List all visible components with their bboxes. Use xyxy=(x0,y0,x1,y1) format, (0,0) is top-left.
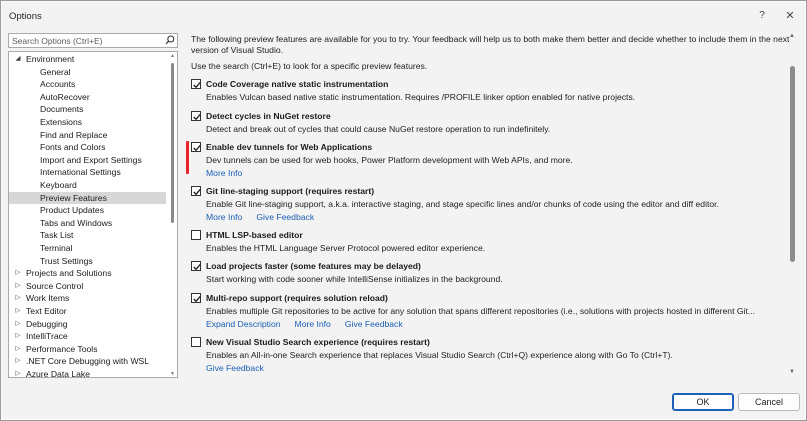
feature-checkbox[interactable] xyxy=(191,230,201,240)
checkmark-icon xyxy=(192,187,202,197)
tree-item[interactable] xyxy=(9,318,166,331)
features-scrollbar[interactable] xyxy=(788,33,797,378)
tree-item-label: Fonts and Colors xyxy=(40,142,106,153)
tree-item[interactable] xyxy=(9,179,166,192)
window-title: Options xyxy=(9,11,42,22)
tree-item-label: Projects and Solutions xyxy=(26,268,112,279)
collapse-arrow-icon[interactable]: ◢ xyxy=(15,55,21,62)
checkmark-icon xyxy=(192,294,202,304)
tree-item[interactable] xyxy=(9,192,166,205)
feature-title[interactable]: New Visual Studio Search experience (requires restart) xyxy=(206,337,430,347)
scroll-up-icon[interactable]: ▲ xyxy=(789,33,795,39)
preview-feature xyxy=(191,111,787,137)
tree-item-label: Debugging xyxy=(26,318,68,329)
feature-title[interactable]: Code Coverage native static instrumentation xyxy=(206,79,389,89)
feature-description: Enable Git line-staging support, a.k.a. interactive staging, and stage specific lines and/or chunks of code using the editor and diff editor. xyxy=(206,199,719,209)
expand-arrow-icon[interactable]: ▷ xyxy=(15,332,21,340)
tree-item[interactable] xyxy=(9,280,166,293)
tree-item-label: Documents xyxy=(40,104,84,115)
tree-item-label: Find and Replace xyxy=(40,129,108,140)
feature-title[interactable]: Git line-staging support (requires restart) xyxy=(206,186,375,196)
feature-checkbox[interactable] xyxy=(191,186,201,196)
tree-item[interactable] xyxy=(9,53,166,66)
feature-checkbox[interactable] xyxy=(191,79,201,89)
scroll-thumb[interactable] xyxy=(790,66,795,262)
feature-checkbox[interactable] xyxy=(191,142,201,152)
feature-description: Dev tunnels can be used for web hooks, Power Platform development with Web APIs, and more. xyxy=(206,155,573,165)
tree-item-label: Extensions xyxy=(40,117,83,127)
tree-item[interactable] xyxy=(9,154,166,167)
tree-item-label: Work Items xyxy=(26,293,70,304)
feature-description: Enables multiple Git repositories to be active for any solution that spans different repositories (i.e., solutions with projects hosted in different Git... xyxy=(206,306,756,316)
feature-links xyxy=(206,212,328,222)
tree-item[interactable] xyxy=(9,166,166,179)
expand-arrow-icon[interactable]: ▷ xyxy=(15,357,21,365)
checkmark-icon xyxy=(192,143,202,153)
tree-item-label: Keyboard xyxy=(40,180,77,190)
expand-arrow-icon[interactable]: ▷ xyxy=(15,307,21,314)
expand-arrow-icon[interactable]: ▷ xyxy=(15,281,21,289)
tree-item[interactable] xyxy=(9,103,166,116)
checkmark-icon xyxy=(192,262,202,272)
tree-item[interactable] xyxy=(9,292,166,305)
feature-link[interactable]: Expand Description xyxy=(206,319,281,329)
tree-item[interactable] xyxy=(9,368,166,378)
search-input[interactable] xyxy=(9,34,163,47)
checkmark-icon xyxy=(192,80,202,90)
feature-links xyxy=(206,363,278,373)
tree-item-label: Accounts xyxy=(40,79,76,90)
tree-scrollbar[interactable] xyxy=(170,53,176,377)
feature-description: Detect and break out of cycles that could cause NuGet restore operation to run indefinitely. xyxy=(206,124,551,134)
tree-item-label: Task List xyxy=(40,230,74,241)
tree-item[interactable] xyxy=(9,78,166,91)
help-icon[interactable]: ? xyxy=(759,10,765,21)
feature-title[interactable]: Load projects faster (some features may be delayed) xyxy=(206,261,421,271)
tree-item[interactable] xyxy=(9,267,166,280)
preview-feature xyxy=(191,142,787,180)
tree-item-label: Text Editor xyxy=(26,306,67,316)
feature-title[interactable]: Detect cycles in NuGet restore xyxy=(206,111,331,121)
tree-item[interactable] xyxy=(9,91,166,104)
feature-description: Enables the HTML Language Server Protocol powered editor experience. xyxy=(206,243,486,253)
checkmark-icon xyxy=(192,112,202,122)
tree-item-label: Environment xyxy=(26,54,75,64)
feature-link[interactable]: Give Feedback xyxy=(206,363,264,373)
search-icon[interactable] xyxy=(163,34,177,47)
feature-checkbox[interactable] xyxy=(191,261,201,271)
tree-item[interactable] xyxy=(9,204,166,217)
feature-link[interactable]: More Info xyxy=(206,212,243,222)
tree-item[interactable] xyxy=(9,217,166,230)
title-bar xyxy=(1,1,806,30)
feature-title[interactable]: Multi-repo support (requires solution reload) xyxy=(206,293,388,303)
tree-item-label: Trust Settings xyxy=(40,255,93,266)
feature-links xyxy=(206,319,417,329)
feature-checkbox[interactable] xyxy=(191,111,201,121)
feature-description: Start working with code sooner while IntelliSense initializes in the background. xyxy=(206,274,503,284)
tree-item-label: Import and Export Settings xyxy=(40,154,142,165)
tree-item-label: Preview Features xyxy=(40,192,107,203)
cancel-button[interactable]: Cancel xyxy=(738,393,800,411)
feature-links xyxy=(206,168,256,178)
tree-item[interactable] xyxy=(9,255,166,268)
feature-link[interactable]: More Info xyxy=(294,319,331,329)
preview-feature xyxy=(191,293,787,331)
tree-item-label: International Settings xyxy=(40,167,121,178)
tree-item-label: Performance Tools xyxy=(26,343,98,354)
tree-item-label: IntelliTrace xyxy=(26,331,68,342)
scroll-down-icon[interactable]: ▼ xyxy=(789,369,795,375)
tree-item[interactable] xyxy=(9,343,166,356)
tree-item[interactable] xyxy=(9,129,166,142)
tree-item[interactable] xyxy=(9,305,166,318)
feature-link[interactable]: Give Feedback xyxy=(256,212,315,222)
tree-scroll-thumb[interactable] xyxy=(171,63,174,223)
tree-item[interactable] xyxy=(9,141,166,154)
feature-checkbox[interactable] xyxy=(191,337,201,347)
options-search-box[interactable] xyxy=(8,33,178,48)
preview-feature xyxy=(191,261,787,287)
tree-item-label: AutoRecover xyxy=(40,91,90,102)
feature-title[interactable]: HTML LSP-based editor xyxy=(206,230,303,240)
expand-arrow-icon[interactable]: ▷ xyxy=(15,269,21,277)
intro-text: The following preview features are available for you to try. Your feedback will help us to both make them better and decide whether to include them in the next version of Visual Studio. xyxy=(191,34,790,55)
preview-feature xyxy=(191,79,787,105)
tree-item-label: General xyxy=(40,66,71,77)
tree-item-label: Product Updates xyxy=(40,205,105,216)
tree-item[interactable] xyxy=(9,66,166,79)
tree-item[interactable] xyxy=(9,242,166,255)
feature-description: Enables Vulcan based native static instrumentation. Requires /PROFILE linker option enabled for native projects. xyxy=(206,92,636,102)
preview-feature xyxy=(191,230,787,256)
close-icon[interactable]: ✕ xyxy=(785,10,795,22)
highlight-marker xyxy=(186,141,189,174)
feature-checkbox[interactable] xyxy=(191,293,201,303)
tree-scroll-down-icon[interactable]: ▼ xyxy=(170,371,175,377)
tree-item-label: Source Control xyxy=(26,280,84,291)
tree-item[interactable] xyxy=(9,229,166,242)
options-tree xyxy=(8,51,178,378)
tree-scroll-up-icon[interactable]: ▲ xyxy=(170,53,175,59)
tree-item-label: Azure Data Lake xyxy=(26,369,91,378)
preview-feature xyxy=(191,186,787,224)
preview-feature xyxy=(191,337,787,375)
ok-button[interactable]: OK xyxy=(672,393,734,411)
search-hint-text: Use the search (Ctrl+E) to look for a specific preview features. xyxy=(191,61,428,71)
feature-link[interactable]: Give Feedback xyxy=(344,319,403,329)
tree-item[interactable] xyxy=(9,116,166,129)
tree-item[interactable] xyxy=(9,355,166,368)
feature-link[interactable]: More Info xyxy=(206,168,243,178)
feature-description: Enables an All-in-one Search experience that replaces Visual Studio Search (Ctrl+Q) experience along with Go To (Ctrl+T). xyxy=(206,350,673,360)
expand-arrow-icon[interactable]: ▷ xyxy=(15,294,21,302)
tree-item-label: .NET Core Debugging with WSL xyxy=(26,356,150,367)
expand-arrow-icon[interactable]: ▷ xyxy=(15,370,21,377)
expand-arrow-icon[interactable]: ▷ xyxy=(15,319,21,327)
tree-item-label: Terminal xyxy=(40,243,73,253)
tree-item[interactable] xyxy=(9,330,166,343)
expand-arrow-icon[interactable]: ▷ xyxy=(15,344,21,352)
tree-item-label: Tabs and Windows xyxy=(40,217,113,228)
feature-title[interactable]: Enable dev tunnels for Web Applications xyxy=(206,142,373,152)
